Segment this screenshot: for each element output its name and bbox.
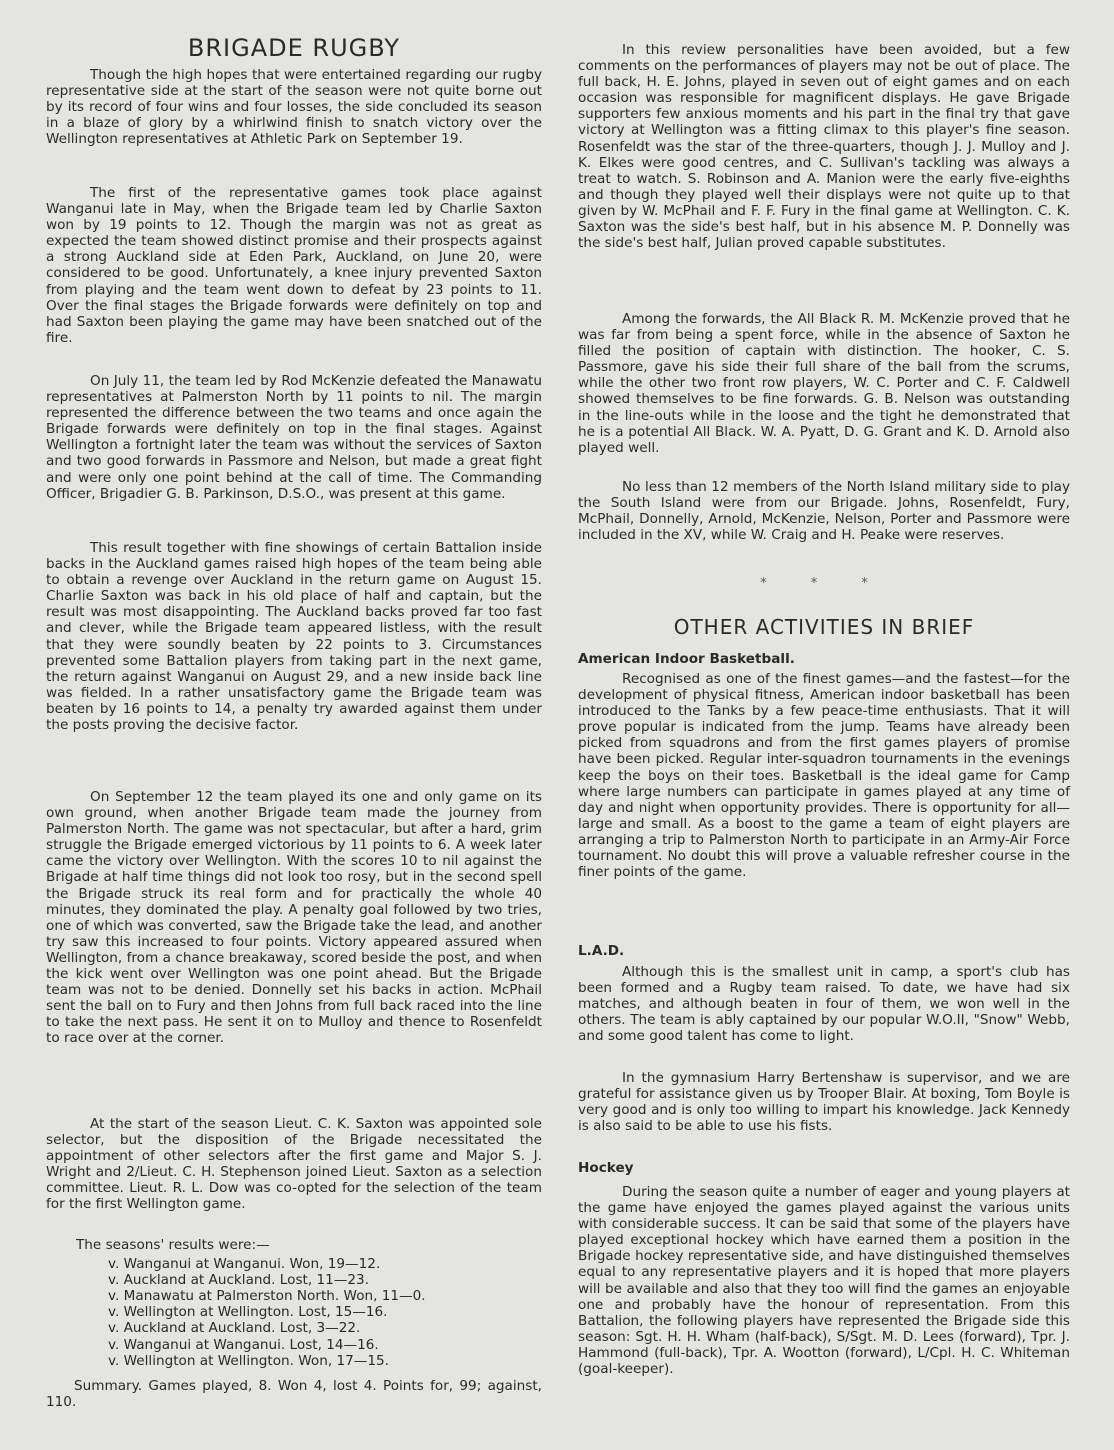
rugby-title: BRIGADE RUGBY — [187, 34, 401, 62]
basketball-heading: American Indoor Basketball. — [578, 651, 795, 667]
rugby-paragraph: On July 11, the team led by Rod McKenzie defeated the Manawatu representatives at Palmerston North by 11 points to nil. The margin represented the difference between the two teams and once again the Brigade forwards were definitely on top in the final stages. Against Wellington a fortnight later the team was without the services of Saxton and two good forwards in Passmore and Nelson, but made a great fight and were only one point behind at the call of time. The Commanding Officer, Brigadier G. B. Parkinson, D.S.O., was present at this game. — [46, 373, 542, 502]
results-list — [46, 1256, 542, 1369]
result-item: v. Manawatu at Palmerston North. Won, 11—0. — [108, 1288, 426, 1305]
rugby-paragraph: On September 12 the team played its one and only game on its own ground, when another Brigade team made the journey from Palmerston North. The game was not spectacular, but after a hard, grim struggle the Brigade emerged victorious by 11 points to 6. A week later came the victory over Wellington. With the scores 10 to nil against the Brigade at half time things did not look too rosy, but in the second spell the Brigade struck its real form and for practically the whole 40 minutes, they dominated the play. A penalty goal followed by two tries, one of which was converted, saw the Brigade take the lead, and another try saw this increased to four points. Victory appeared assured when Wellington, from a chance breakaway, scored beside the post, and when the kick went over Wellington was one point ahead. But the Brigade team was not to be denied. Donnelly set his backs in action. McPhail sent the ball on to Fury and then Johns from full back raced into the line to take the next pass. He sent it on to Mulloy and thence to Rosenfeldt to race over at the corner. — [46, 789, 542, 1047]
hockey-paragraph: During the season quite a number of eager and young players at the game have enjoyed the games played against the various units with considerable success. It can be said that some of the players have played exceptional hockey which have earned them a position in the Brigade hockey representative side, and have distinguished themselves equal to any representative players and it is hoped that more players will be available and also that they too will find the games an enjoyable one and probably have the honour of representation. From this Battalion, the following players have represented the Brigade side this season: Sgt. H. H. Wham (half-back), S/Sgt. M. D. Lees (forward), Tpr. J. Hammond (full-back), Tpr. A. Wootton (forward), L/Cpl. H. C. Whiteman (goal-keeper). — [578, 1184, 1070, 1378]
results-block — [46, 1237, 542, 1369]
review-paragraph: In this review personalities have been avoided, but a few comments on the performances of players may not be out of place. The full back, H. E. Johns, played in seven out of eight games and on each occasion was responsible for magnificent displays. He gave Brigade supporters few anxious moments and his part in the final try that gave victory at Wellington was a fitting climax to this player's fine season. Rosenfeldt was the star of the three-quarters, though J. J. Mulloy and J. K. Elkes were good centres, and C. Sullivan's tackling was always a treat to watch. S. Robinson and A. Manion were the early five-eighths and though they played well their displays were not quite up to that given by W. McPhail and F. F. Fury in the final game at Wellington. C. K. Saxton was the side's best half, but in his absence M. P. Donnelly was the side's best half, Julian proved capable substitutes. — [578, 42, 1070, 252]
rugby-paragraph: This result together with fine showings of certain Battalion inside backs in the Auckland games raised high hopes of the team being able to obtain a revenge over Auckland in the return game on August 15. Charlie Saxton was back in his old place of half and captain, but the result was most disappointing. The Auckland backs proved far too fast and clever, while the Brigade team appeared listless, with the result that they were soundly beaten by 22 points to 3. Circumstances prevented some Battalion players from taking part in the next game, the return against Wanganui on August 29, and a new inside back line was fielded. In a rather unsatisfactory game the Brigade team was beaten by 16 points to 14, a penalty try awarded against them under the posts proving the decisive factor. — [46, 540, 542, 734]
review-paragraph: No less than 12 members of the North Island military side to play the South Island were from our Brigade. Johns, Rosenfeldt, Fury, McPhail, Donnelly, Arnold, McKenzie, Nelson, Porter and Passmore were included in the XV, while W. Craig and H. Peake were reserves. — [578, 479, 1070, 544]
result-item: v. Wanganui at Wanganui. Lost, 14—16. — [108, 1336, 379, 1353]
hockey-heading: Hockey — [578, 1160, 634, 1176]
lad-heading: L.A.D. — [578, 943, 625, 959]
lad-paragraph: In the gymnasium Harry Bertenshaw is supervisor, and we are grateful for assistance given us by Trooper Blair. At boxing, Tom Boyle is very good and is only too willing to impart his knowledge. Jack Kennedy is also said to be able to use his fists. — [578, 1070, 1070, 1135]
review-paragraph: Among the forwards, the All Black R. M. McKenzie proved that he was far from being a spent force, while in the absence of Saxton he filled the position of captain with distinction. The hooker, C. S. Passmore, gave his side their full share of the ball from the scrums, while the other two front row players, W. C. Porter and C. F. Caldwell showed themselves to be fine forwards. G. B. Nelson was outstanding in the line-outs while in the loose and the tight he demonstrated that he is a potential All Black. W. A. Pyatt, D. G. Grant and K. D. Arnold also played well. — [578, 311, 1070, 456]
result-item: v. Auckland at Auckland. Lost, 11—23. — [108, 1272, 370, 1289]
rugby-paragraph: At the start of the season Lieut. C. K. Saxton was appointed sole selector, but the disposition of the Brigade necessitated the appointment of other selectors after the first game and Major S. J. Wright and 2/Lieut. C. H. Stephenson joined Lieut. Saxton as a selection committee. Lieut. R. L. Dow was co-opted for the selection of the team for the first Wellington game. — [46, 1116, 542, 1213]
rugby-paragraph: The first of the representative games took place against Wanganui late in May, when the Brigade team led by Charlie Saxton won by 19 points to 12. Though the margin was not as great as expected the team showed distinct promise and their prospects against a strong Auckland side at Eden Park, Auckland, on June 20, were considered to be good. Unfortunately, a knee injury prevented Saxton from playing and the team went down to defeat by 23 points to 11. Over the final stages the Brigade forwards were definitely on top and had Saxton been playing the game may have been snatched out of the fire. — [46, 185, 542, 346]
other-activities-title: OTHER ACTIVITIES IN BRIEF — [673, 615, 975, 639]
rugby-paragraph: Though the high hopes that were entertained regarding our rugby representative side at the start of the season were not quite borne out by its record of four wins and four losses, the side concluded its season in a blaze of glory by a whirlwind finish to snatch victory over the Wellington representatives at Athletic Park on September 19. — [46, 67, 542, 148]
results-intro: The seasons' results were:— — [76, 1237, 270, 1253]
basketball-paragraph: Recognised as one of the finest games—and the fastest—for the development of physical fitness, American indoor basketball has been introduced to the Tanks by a few peace-time enthusiasts. That it will prove popular is indicated from the jump. Teams have already been picked from squadrons and from the first games players of promise have been picked. Regular inter-squadron tournaments in the evenings keep the boys on their toes. Basketball is the ideal game for Camp where large numbers can participate in games played at any time of day and night when opportunity provides. There is opportunity for all—large and small. As a boost to the game a team of eight players are arranging a trip to Palmerston North to participate in an Army-Air Force tournament. No doubt this will prove a valuable refresher course in the finer points of the game. — [578, 671, 1070, 881]
result-item: v. Auckland at Auckland. Lost, 3—22. — [108, 1320, 361, 1337]
result-item: v. Wellington at Wellington. Won, 17—15. — [108, 1352, 389, 1369]
results-summary: Summary. Games played, 8. Won 4, lost 4. Points for, 99; against, 110. — [46, 1378, 542, 1411]
result-item: v. Wellington at Wellington. Lost, 15—16. — [108, 1304, 388, 1321]
section-separator: * * * — [760, 576, 888, 591]
result-item: v. Wanganui at Wanganui. Won, 19—12. — [108, 1256, 381, 1273]
lad-paragraph: Although this is the smallest unit in camp, a sport's club has been formed and a Rugby team raised. To date, we have had six matches, and although beaten in four of them, we won well in the others. The team is ably captained by our popular W.O.II, "Snow" Webb, and some good talent has come to light. — [578, 964, 1070, 1045]
